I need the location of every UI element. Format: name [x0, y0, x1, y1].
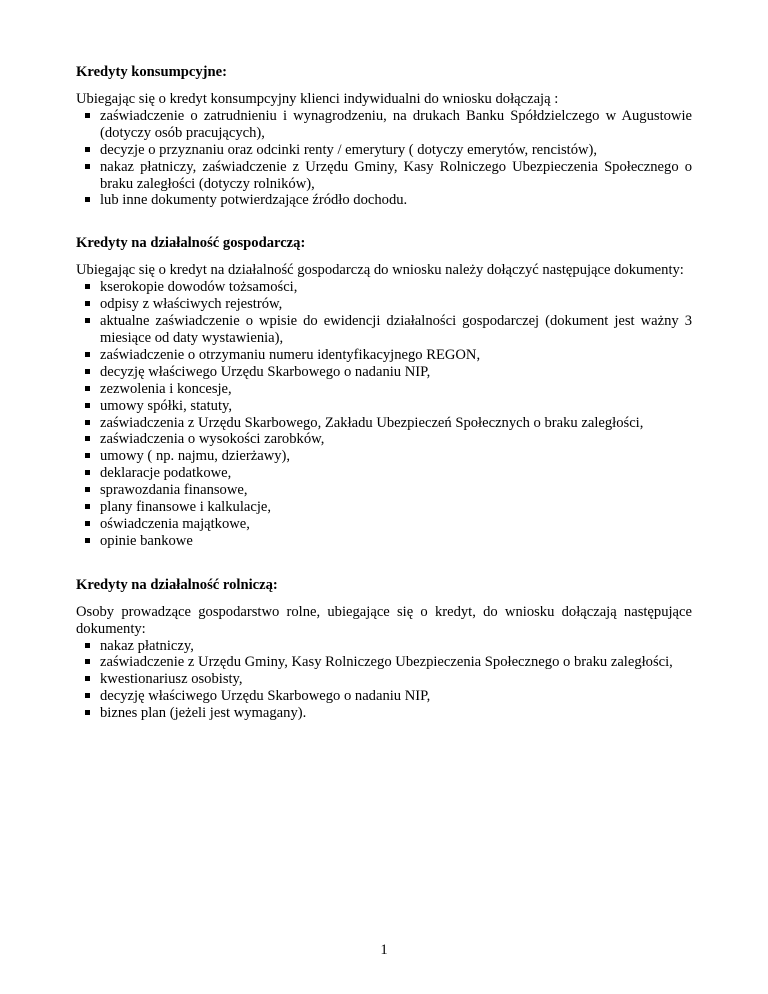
square-bullet-icon — [85, 538, 90, 543]
square-bullet-icon — [85, 352, 90, 357]
list-item — [76, 654, 692, 671]
list-item-text: zezwolenia i koncesje, — [100, 380, 232, 397]
list-item — [76, 142, 692, 159]
section-consumer-credit — [76, 64, 692, 209]
list-item — [76, 448, 692, 465]
list-item — [76, 347, 692, 364]
list-item — [76, 192, 692, 209]
list-item — [76, 108, 692, 142]
list-item-text: nakaz płatniczy, zaświadczenie z Urzędu Gminy, Kasy Rolniczego Ubezpieczenia Społecznego o braku zaległości (dotyczy rolników), — [100, 158, 692, 192]
square-bullet-icon — [85, 643, 90, 648]
list-item-text: sprawozdania finansowe, — [100, 482, 248, 499]
list-item-text: opinie bankowe — [100, 532, 193, 549]
square-bullet-icon — [85, 504, 90, 509]
list-item-text: zaświadczenie o otrzymaniu numeru identyfikacyjnego REGON, — [100, 346, 481, 363]
square-bullet-icon — [85, 386, 90, 391]
list-item — [76, 671, 692, 688]
square-bullet-icon — [85, 521, 90, 526]
square-bullet-icon — [85, 470, 90, 475]
list-item — [76, 705, 692, 722]
square-bullet-icon — [85, 284, 90, 289]
list-item-text: zaświadczenia o wysokości zarobków, — [100, 431, 325, 448]
square-bullet-icon — [85, 420, 90, 425]
square-bullet-icon — [85, 453, 90, 458]
section-title: Kredyty na działalność rolniczą: — [76, 576, 278, 593]
list-item — [76, 415, 692, 432]
list-item-text: kwestionariusz osobisty, — [100, 671, 243, 688]
list-item-text: biznes plan (jeżeli jest wymagany). — [100, 705, 307, 722]
square-bullet-icon — [85, 676, 90, 681]
square-bullet-icon — [85, 197, 90, 202]
list-item — [76, 688, 692, 705]
square-bullet-icon — [85, 487, 90, 492]
list-item-text: oświadczenia majątkowe, — [100, 515, 250, 532]
square-bullet-icon — [85, 147, 90, 152]
document-list — [76, 638, 692, 723]
list-item — [76, 296, 692, 313]
list-item — [76, 516, 692, 533]
list-item — [76, 398, 692, 415]
list-item-text: decyzję właściwego Urzędu Skarbowego o nadaniu NIP, — [100, 688, 431, 705]
section-title: Kredyty konsumpcyjne: — [76, 64, 227, 80]
page-number: 1 — [380, 942, 388, 958]
list-item-text: plany finansowe i kalkulacje, — [100, 499, 272, 516]
list-item — [76, 279, 692, 296]
square-bullet-icon — [85, 659, 90, 664]
list-item-text: decyzję właściwego Urzędu Skarbowego o nadaniu NIP, — [100, 363, 431, 380]
square-bullet-icon — [85, 710, 90, 715]
list-item-text: deklaracje podatkowe, — [100, 465, 232, 482]
list-item-text: aktualne zaświadczenie o wpisie do ewidencji działalności gospodarczej (dokument jest ważny 3 miesiące od daty wystawienia), — [100, 313, 692, 346]
list-item-text: umowy spółki, statuty, — [100, 397, 233, 414]
list-item-text: zaświadczenie z Urzędu Gminy, Kasy Rolniczego Ubezpieczenia Społecznego o braku zaległości, — [100, 654, 673, 671]
section-title: Kredyty na działalność gospodarczą: — [76, 235, 306, 252]
list-item — [76, 381, 692, 398]
list-item-text: decyzje o przyznaniu oraz odcinki renty / emerytury ( dotyczy emerytów, rencistów), — [100, 141, 598, 158]
list-item — [76, 431, 692, 448]
section-intro: Ubiegając się o kredyt konsumpcyjny klienci indywidualni do wniosku dołączają : — [76, 91, 559, 107]
list-item — [76, 364, 692, 381]
list-item — [76, 313, 692, 347]
square-bullet-icon — [85, 164, 90, 169]
document-list — [76, 108, 692, 209]
list-item-text: nakaz płatniczy, — [100, 637, 194, 654]
list-item — [76, 465, 692, 482]
square-bullet-icon — [85, 318, 90, 323]
section-business-credit — [76, 235, 692, 549]
section-intro: Osoby prowadzące gospodarstwo rolne, ubiegające się o kredyt, do wniosku dołączają następujące dokumenty: — [76, 603, 692, 637]
list-item — [76, 533, 692, 550]
square-bullet-icon — [85, 369, 90, 374]
document-page — [76, 64, 692, 722]
square-bullet-icon — [85, 693, 90, 698]
list-item-text: lub inne dokumenty potwierdzające źródło dochodu. — [100, 192, 408, 209]
list-item — [76, 638, 692, 655]
section-agricultural-credit — [76, 577, 692, 722]
list-item-text: zaświadczenia z Urzędu Skarbowego, Zakładu Ubezpieczeń Społecznych o braku zaległości, — [100, 414, 644, 431]
list-item-text: zaświadczenie o zatrudnieniu i wynagrodzeniu, na drukach Banku Spółdzielczego w Augustowie (dotyczy osób pracujących), — [100, 107, 692, 141]
section-intro: Ubiegając się o kredyt na działalność gospodarczą do wniosku należy dołączyć następujące dokumenty: — [76, 262, 684, 279]
list-item-text: umowy ( np. najmu, dzierżawy), — [100, 448, 291, 465]
square-bullet-icon — [85, 301, 90, 306]
square-bullet-icon — [85, 113, 90, 118]
list-item-text: kserokopie dowodów tożsamości, — [100, 279, 298, 296]
list-item — [76, 499, 692, 516]
list-item-text: odpisy z właściwych rejestrów, — [100, 296, 283, 313]
square-bullet-icon — [85, 403, 90, 408]
square-bullet-icon — [85, 436, 90, 441]
document-list — [76, 279, 692, 550]
list-item — [76, 482, 692, 499]
list-item — [76, 159, 692, 193]
